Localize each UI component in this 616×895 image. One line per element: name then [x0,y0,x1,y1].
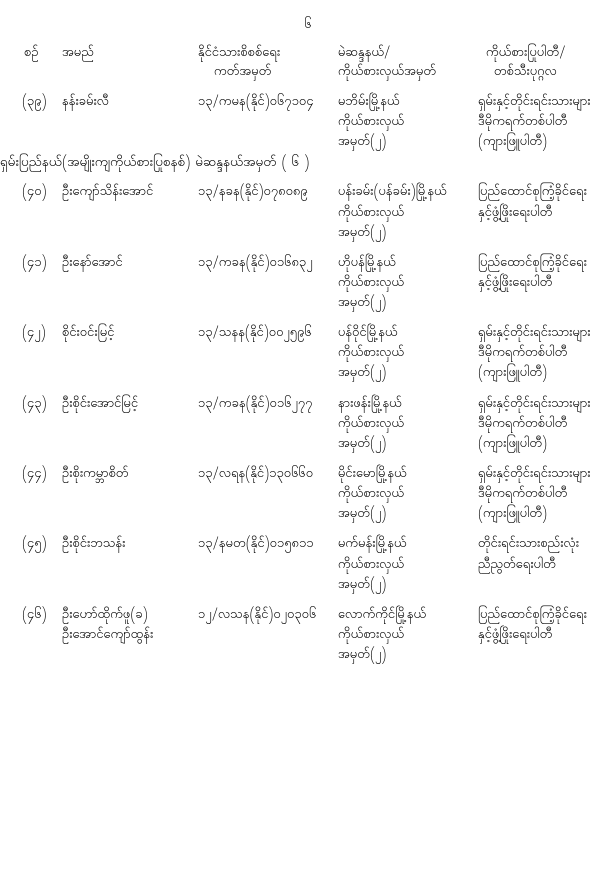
table-row [0,525,616,595]
row-nrc: ၁၃/လရန(နိုင်)၁၃၀၆၆၀ [198,465,314,485]
table-row [0,173,616,243]
row-no: (၄၀) [22,183,47,203]
row-nrc: ၁၂/လသန(နိုင်)၀၂၀၃၀၆ [198,605,317,625]
row-constituency: မိုင်းမောမြို့နယ် ကိုယ်စားလှယ် အမှတ်(၂) [338,465,407,525]
column-header-constituency [336,45,476,83]
table-row [0,596,616,666]
row-party: ရှမ်းနှင့်တိုင်းရင်းသားများ ဒီမိုကရက်တစ်ပါတီ (ကျားဖြူပါတီ) [478,394,591,454]
row-nrc: ၁၃/ကမန(နိုင်)၀၆၇၁၀၄ [198,92,314,112]
page-number: ၆ [304,16,312,35]
row-constituency: ပန်းခမ်း(ပန်ခမ်း)မြို့နယ် ကိုယ်စားလှယ် အမှတ်(၂) [338,183,447,243]
row-no: (၄၅) [22,535,47,555]
section-title-row [0,153,616,173]
row-constituency: လောက်ကိုင်မြို့နယ် ကိုယ်စားလှယ် အမှတ်(၂) [338,605,427,666]
row-party: ပြည်ထောင်စုကြံ့ခိုင်ရေး နှင့်ဖွံ့ဖြိုးရေးပါတီ [478,253,587,293]
column-header-no: စဉ် [24,44,39,63]
column-header-name: အမည် [62,44,94,63]
row-nrc: ၁၃/ကခန(နိုင်)၀၁၆၂၇၇ [198,394,313,414]
column-header-constituency-line2: ကိုယ်စားလှယ်အမှတ် [338,62,437,82]
row-constituency: ဟိုပန်မြို့နယ် ကိုယ်စားလှယ် အမှတ်(၂) [338,253,405,314]
table-row [0,244,616,314]
row-no: (၃၉) [22,92,47,112]
column-header-nrc-line2: ကတ်အမှတ် [214,62,272,82]
row-constituency: ပန်ဝိုင်မြို့နယ် ကိုယ်စားလှယ် အမှတ်(၂) [338,324,405,384]
column-header-nrc [196,45,336,83]
section-title: ရှမ်းပြည်နယ်(အမျိုးကျကိုယ်စားပြုစနစ်) မဲဆန္ဒနယ်အမှတ် ( ၆ ) [0,153,310,174]
document-page [0,16,616,895]
row-no: (၄၄) [22,465,47,485]
row-party: ရှမ်းနှင့်တိုင်းရင်းသားများ ဒီမိုကရက်တစ်ပါတီ (ကျားဖြူပါတီ) [478,92,591,152]
column-header-constituency-line1: မဲဆန္ဒနယ်/ [338,44,391,63]
row-name: ဦးနော်အောင် [62,253,123,273]
row-no: (၄၁) [22,253,47,273]
row-nrc: ၁၃/သနန(နိုင်)၀၀၂၅၉၆ [198,324,312,344]
row-nrc: ၁၃/ကခန(နိုင်)၀၁၆၈၃၂ [198,253,313,273]
row-no: (၄၃) [22,394,47,414]
row-party: ရှမ်းနှင့်တိုင်းရင်းသားများ ဒီမိုကရက်တစ်ပါတီ (ကျားဖြူပါတီ) [478,465,591,525]
row-no: (၄၂) [22,324,46,344]
table-row [0,385,616,455]
row-name: ဦးစိုင်းအောင်မြင့် [62,394,139,414]
row-name: ဦးဟော်ထိုက်ဖူ(ခ) ဦးအောင်ကျော်ထွန်း [62,605,154,646]
column-header-party-line1: ကိုယ်စားပြုပါတီ/ [486,44,566,63]
table-row [0,314,616,384]
row-name: ဦးကျော်သိန်းအောင် [62,183,154,203]
column-header-party [476,45,616,83]
row-party: ပြည်ထောင်စုကြံ့ခိုင်ရေး နှင့်ဖွံ့ဖြိုးရေးပါတီ [478,183,587,223]
row-constituency: မဘိမ်းမြို့နယ် ကိုယ်စားလှယ် အမှတ်(၂) [338,92,405,152]
table-row [0,455,616,525]
row-name: ဦးစိုးကမ္ဘာစိတ် [62,465,129,485]
row-nrc: ၁၃/နမတ(နိုင်)၀၁၅၈၁၁ [198,535,314,555]
row-name: ဦးစိုင်းဘသန်း [62,535,126,555]
row-no: (၄၆) [22,605,47,625]
row-party: တိုင်းရင်းသားစည်းလုံး ညီညွတ်ရေးပါတီ [478,535,580,575]
row-party: ပြည်ထောင်စုကြံ့ခိုင်ရေး နှင့်ဖွံ့ဖြိုးရေးပါတီ [478,605,587,646]
table-row [0,83,616,153]
column-header-nrc-line1: နိုင်ငံသားစိစစ်ရေး [198,44,281,63]
column-header-party-line2: တစ်သီးပုဂ္ဂလ [494,62,557,82]
row-party: ရှမ်းနှင့်တိုင်းရင်းသားများ ဒီမိုကရက်တစ်ပါတီ (ကျားဖြူပါတီ) [478,324,591,384]
row-nrc: ၁၃/နခန(နိုင်)၀၇၈၀၈၉ [198,183,308,203]
row-constituency: နားဖန်းမြို့နယ် ကိုယ်စားလှယ် အမှတ်(၂) [338,394,405,454]
table-header-row [0,45,616,83]
row-name: နန်းခမ်းလီ [62,92,109,112]
candidate-table [0,45,616,666]
row-name: စိုင်းဝင်းမြင့် [62,324,115,344]
row-constituency: မက်မန်းမြို့နယ် ကိုယ်စားလှယ် အမှတ်(၂) [338,535,407,595]
